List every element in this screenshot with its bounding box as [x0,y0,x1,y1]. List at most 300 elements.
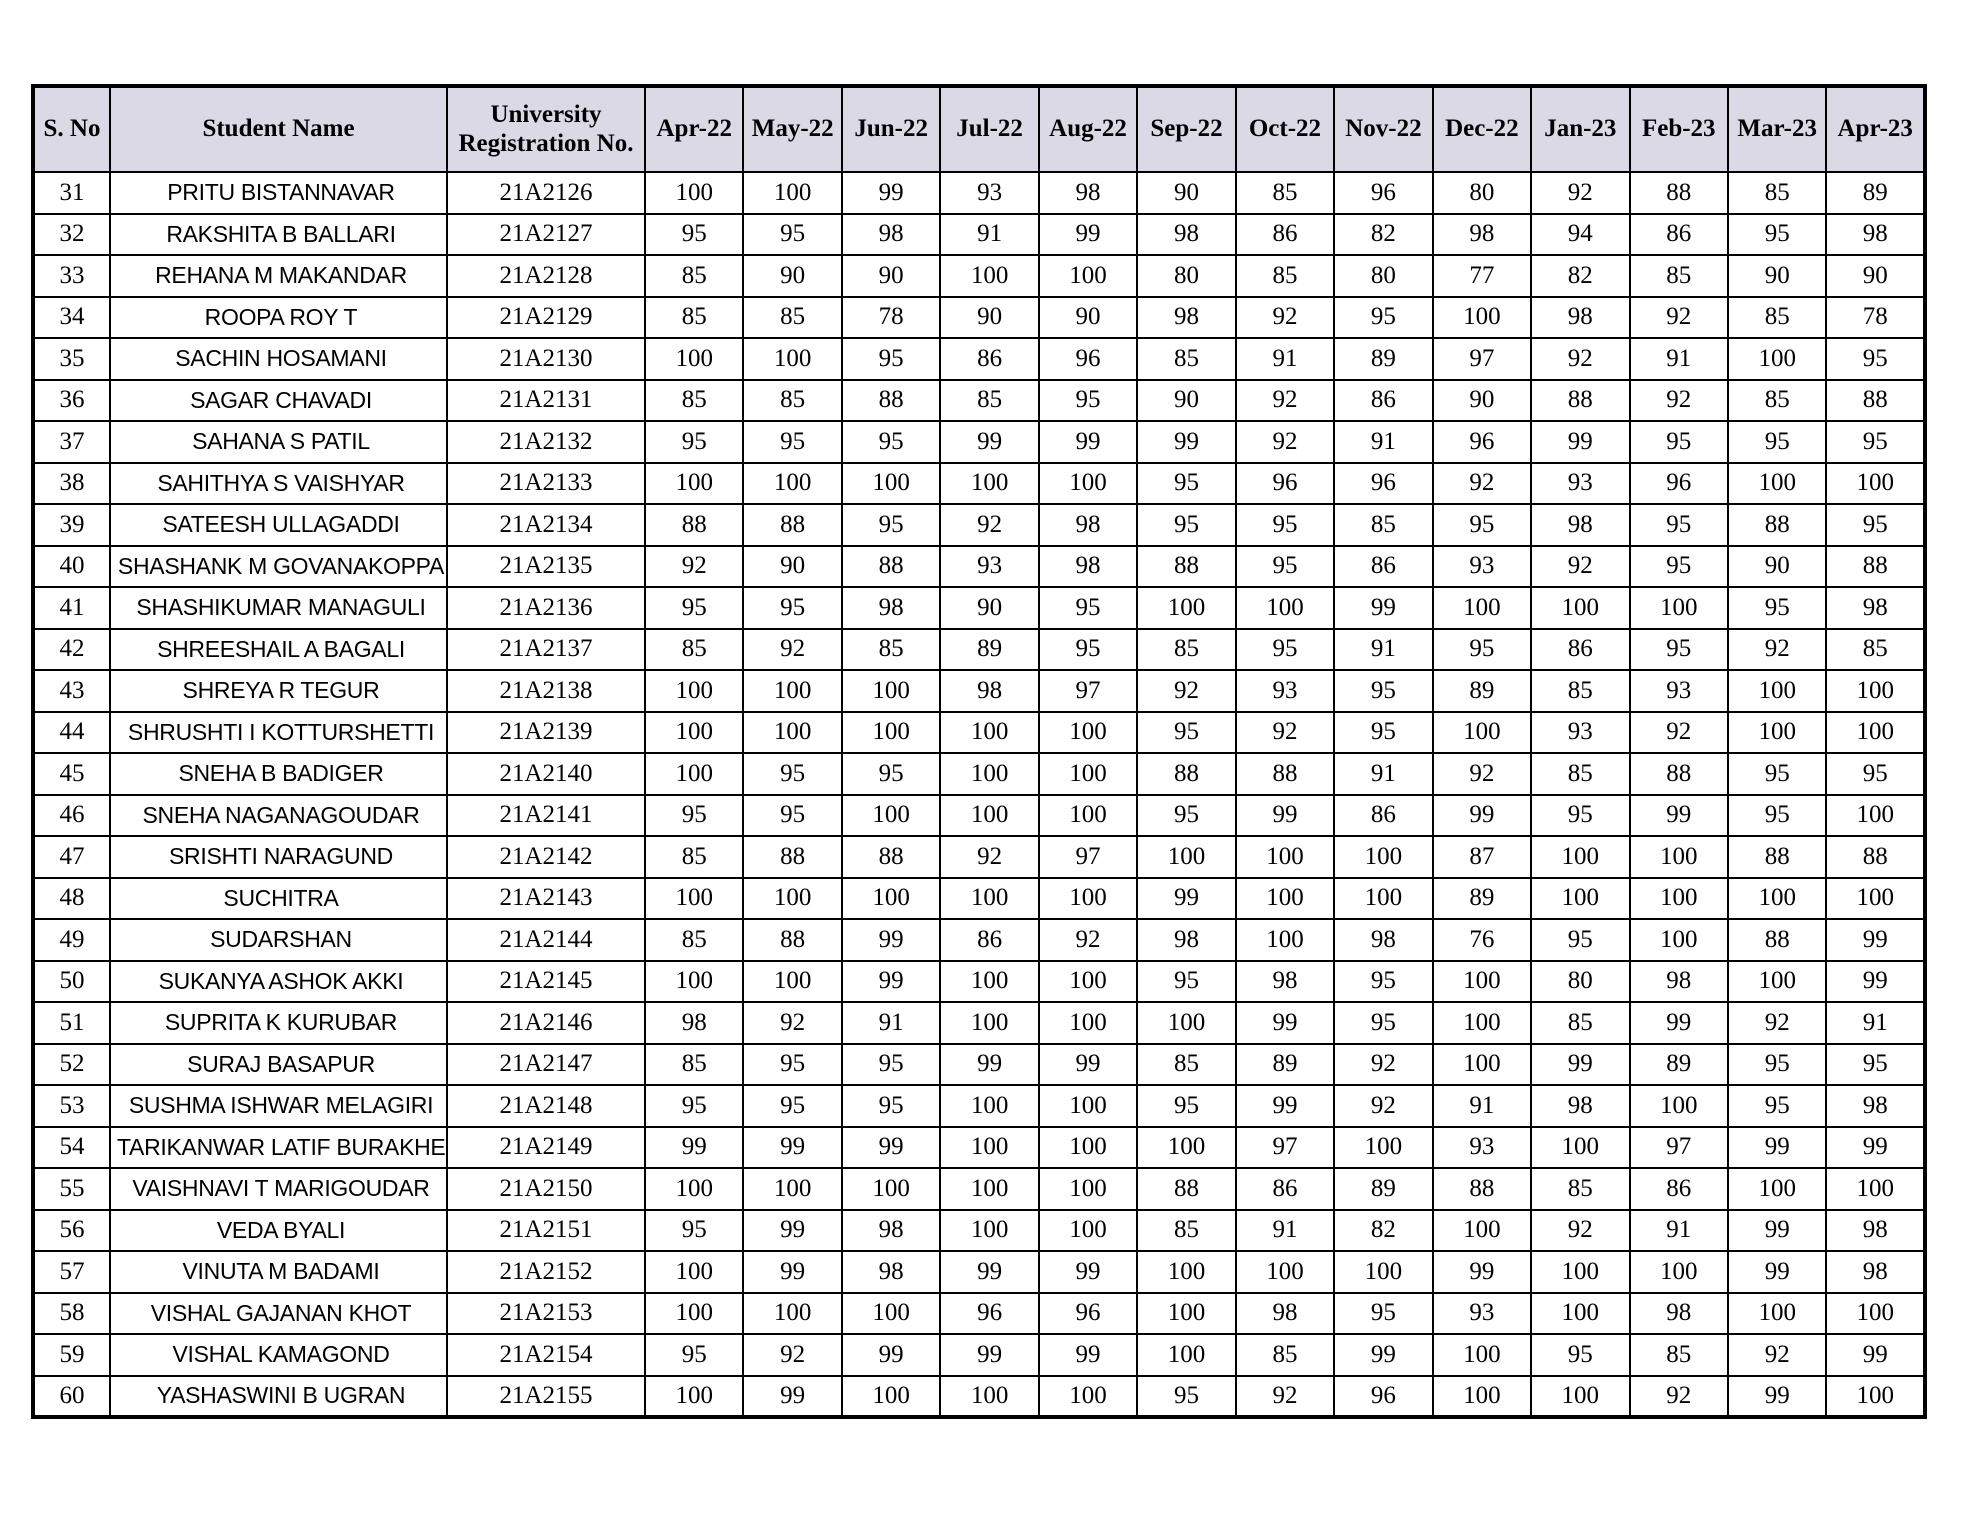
serial-no-cell: 57 [33,1251,110,1293]
attendance-value-cell: 100 [645,1168,743,1210]
attendance-value-cell: 86 [1334,546,1432,588]
attendance-value-cell: 100 [743,463,841,505]
attendance-value-cell: 95 [1236,504,1334,546]
attendance-value-cell: 95 [1236,546,1334,588]
attendance-value-cell: 76 [1433,919,1531,961]
attendance-value-cell: 88 [1728,504,1826,546]
student-name-cell: SAHANA S PATIL [110,421,447,463]
registration-no-cell: 21A2144 [447,919,645,961]
attendance-value-cell: 100 [1630,1085,1728,1127]
attendance-value-cell: 95 [1826,338,1925,380]
attendance-value-cell: 98 [645,1002,743,1044]
attendance-value-cell: 100 [1531,1293,1629,1335]
student-name-cell: SURAJ BASAPUR [110,1044,447,1086]
attendance-value-cell: 100 [1826,712,1925,754]
attendance-value-cell: 85 [1826,629,1925,671]
attendance-value-cell: 92 [1236,380,1334,422]
attendance-value-cell: 100 [1236,919,1334,961]
attendance-value-cell: 77 [1433,255,1531,297]
attendance-value-cell: 91 [1334,753,1432,795]
student-name-cell: SACHIN HOSAMANI [110,338,447,380]
attendance-value-cell: 100 [1039,712,1137,754]
attendance-value-cell: 99 [1630,795,1728,837]
serial-no-cell: 41 [33,587,110,629]
attendance-value-cell: 88 [1826,836,1925,878]
attendance-value-cell: 100 [1334,1251,1432,1293]
attendance-value-cell: 100 [1137,587,1235,629]
month-column-header: Dec-22 [1433,86,1531,172]
student-row [33,1293,1925,1335]
attendance-value-cell: 100 [1826,463,1925,505]
month-column-header: Nov-22 [1334,86,1432,172]
student-name-cell: ROOPA ROY T [110,297,447,339]
attendance-value-cell: 88 [1137,546,1235,588]
attendance-value-cell: 85 [1236,255,1334,297]
attendance-value-cell: 90 [842,255,940,297]
attendance-value-cell: 95 [1531,919,1629,961]
attendance-value-cell: 100 [842,463,940,505]
month-column-header: Sep-22 [1137,86,1235,172]
attendance-value-cell: 100 [1236,1251,1334,1293]
student-row [33,629,1925,671]
attendance-value-cell: 100 [1630,919,1728,961]
registration-no-cell: 21A2135 [447,546,645,588]
attendance-value-cell: 88 [645,504,743,546]
attendance-value-cell: 99 [1531,421,1629,463]
registration-no-cell: 21A2131 [447,380,645,422]
attendance-value-cell: 95 [842,753,940,795]
attendance-value-cell: 98 [1531,1085,1629,1127]
attendance-value-cell: 90 [743,546,841,588]
month-column-header: Apr-23 [1826,86,1925,172]
attendance-value-cell: 86 [1334,380,1432,422]
attendance-value-cell: 85 [1137,338,1235,380]
attendance-value-cell: 99 [743,1210,841,1252]
attendance-value-cell: 98 [1630,961,1728,1003]
attendance-value-cell: 85 [1137,1210,1235,1252]
serial-no-cell: 45 [33,753,110,795]
attendance-value-cell: 91 [1334,421,1432,463]
header-row [33,86,1925,172]
attendance-value-cell: 95 [1433,504,1531,546]
attendance-value-cell: 100 [1236,878,1334,920]
attendance-value-cell: 95 [1728,753,1826,795]
attendance-value-cell: 100 [1433,297,1531,339]
student-name-cell: SUPRITA K KURUBAR [110,1002,447,1044]
attendance-value-cell: 99 [1137,878,1235,920]
attendance-value-cell: 93 [940,546,1038,588]
attendance-value-cell: 98 [1433,214,1531,256]
attendance-value-cell: 95 [1137,504,1235,546]
attendance-value-cell: 88 [743,919,841,961]
registration-no-cell: 21A2155 [447,1376,645,1418]
attendance-value-cell: 89 [940,629,1038,671]
attendance-value-cell: 92 [1630,297,1728,339]
attendance-value-cell: 90 [1826,255,1925,297]
serial-no-cell: 52 [33,1044,110,1086]
attendance-value-cell: 100 [1236,587,1334,629]
registration-no-cell: 21A2129 [447,297,645,339]
registration-no-cell: 21A2150 [447,1168,645,1210]
attendance-value-cell: 96 [1630,463,1728,505]
attendance-value-cell: 85 [743,297,841,339]
attendance-value-cell: 100 [1137,836,1235,878]
serial-no-cell: 44 [33,712,110,754]
attendance-value-cell: 89 [1236,1044,1334,1086]
student-row [33,1002,1925,1044]
attendance-value-cell: 96 [1433,421,1531,463]
attendance-value-cell: 85 [645,1044,743,1086]
student-row [33,214,1925,256]
student-row [33,297,1925,339]
attendance-value-cell: 88 [1826,380,1925,422]
attendance-value-cell: 99 [1728,1127,1826,1169]
attendance-value-cell: 89 [1334,338,1432,380]
month-column-header: Jul-22 [940,86,1038,172]
month-column-header: Feb-23 [1630,86,1728,172]
attendance-value-cell: 99 [1334,1334,1432,1376]
attendance-value-cell: 86 [940,919,1038,961]
attendance-value-cell: 95 [1137,463,1235,505]
attendance-value-cell: 92 [1630,712,1728,754]
student-row [33,753,1925,795]
attendance-value-cell: 100 [1039,753,1137,795]
attendance-value-cell: 92 [1236,421,1334,463]
attendance-value-cell: 86 [1236,214,1334,256]
attendance-value-cell: 100 [1630,1251,1728,1293]
registration-no-cell: 21A2147 [447,1044,645,1086]
attendance-value-cell: 99 [1039,1044,1137,1086]
attendance-value-cell: 92 [1334,1085,1432,1127]
attendance-value-cell: 92 [1531,172,1629,214]
attendance-value-cell: 95 [1826,753,1925,795]
attendance-value-cell: 90 [1039,297,1137,339]
attendance-value-cell: 95 [645,214,743,256]
attendance-value-cell: 92 [940,504,1038,546]
attendance-value-cell: 100 [940,753,1038,795]
attendance-value-cell: 95 [842,1085,940,1127]
student-row [33,1210,1925,1252]
attendance-value-cell: 95 [1334,1002,1432,1044]
attendance-value-cell: 99 [1728,1376,1826,1418]
attendance-value-cell: 99 [1531,1044,1629,1086]
registration-no-cell: 21A2136 [447,587,645,629]
student-name-cell: SAHITHYA S VAISHYAR [110,463,447,505]
attendance-value-cell: 96 [940,1293,1038,1335]
attendance-value-cell: 95 [645,421,743,463]
attendance-value-cell: 100 [1531,1376,1629,1418]
serial-no-cell: 43 [33,670,110,712]
attendance-value-cell: 88 [1433,1168,1531,1210]
attendance-value-cell: 100 [1826,795,1925,837]
serial-no-cell: 53 [33,1085,110,1127]
attendance-value-cell: 98 [1236,961,1334,1003]
attendance-value-cell: 99 [1039,214,1137,256]
attendance-value-cell: 92 [1630,1376,1728,1418]
student-row [33,919,1925,961]
attendance-value-cell: 100 [842,1376,940,1418]
attendance-value-cell: 95 [743,421,841,463]
attendance-value-cell: 95 [743,1044,841,1086]
student-row [33,1168,1925,1210]
attendance-value-cell: 100 [645,338,743,380]
attendance-value-cell: 92 [1630,380,1728,422]
student-name-cell: SHASHANK M GOVANAKOPPA [110,546,447,588]
attendance-value-cell: 93 [1236,670,1334,712]
attendance-value-cell: 95 [1433,629,1531,671]
student-name-cell: SNEHA NAGANAGOUDAR [110,795,447,837]
student-name-cell: SNEHA B BADIGER [110,753,447,795]
attendance-value-cell: 98 [842,1251,940,1293]
attendance-value-cell: 99 [1236,1085,1334,1127]
student-name-cell: SUKANYA ASHOK AKKI [110,961,447,1003]
student-name-cell: SHREYA R TEGUR [110,670,447,712]
attendance-value-cell: 100 [645,1251,743,1293]
attendance-value-cell: 98 [1334,919,1432,961]
student-name-cell: SUCHITRA [110,878,447,920]
registration-no-cell: 21A2142 [447,836,645,878]
attendance-value-cell: 96 [1334,172,1432,214]
attendance-value-cell: 95 [842,1044,940,1086]
attendance-value-cell: 100 [1728,712,1826,754]
registration-no-cell: 21A2139 [447,712,645,754]
attendance-value-cell: 99 [1728,1210,1826,1252]
attendance-value-cell: 100 [1039,961,1137,1003]
attendance-value-cell: 100 [1531,1251,1629,1293]
attendance-value-cell: 92 [1433,753,1531,795]
serial-no-cell: 59 [33,1334,110,1376]
attendance-value-cell: 95 [1826,1044,1925,1086]
attendance-value-cell: 95 [1728,1044,1826,1086]
student-name-cell: SHREESHAIL A BAGALI [110,629,447,671]
attendance-value-cell: 100 [940,1168,1038,1210]
attendance-value-cell: 100 [1728,1293,1826,1335]
attendance-value-cell: 100 [645,172,743,214]
attendance-value-cell: 91 [1433,1085,1531,1127]
attendance-value-cell: 99 [743,1251,841,1293]
attendance-value-cell: 95 [1630,421,1728,463]
attendance-value-cell: 86 [1236,1168,1334,1210]
attendance-value-cell: 100 [1039,878,1137,920]
attendance-value-cell: 85 [1531,1168,1629,1210]
month-column-header: Oct-22 [1236,86,1334,172]
attendance-value-cell: 100 [1137,1293,1235,1335]
attendance-value-cell: 88 [842,546,940,588]
student-row [33,795,1925,837]
student-name-cell: RAKSHITA B BALLARI [110,214,447,256]
attendance-value-cell: 100 [645,753,743,795]
registration-no-cell: 21A2148 [447,1085,645,1127]
student-row [33,878,1925,920]
attendance-value-cell: 92 [1531,338,1629,380]
attendance-value-cell: 88 [1236,753,1334,795]
attendance-value-cell: 88 [743,504,841,546]
student-row [33,172,1925,214]
student-row [33,836,1925,878]
attendance-value-cell: 80 [1531,961,1629,1003]
attendance-value-cell: 96 [1334,1376,1432,1418]
attendance-value-cell: 92 [743,1334,841,1376]
serial-no-cell: 50 [33,961,110,1003]
attendance-value-cell: 88 [1630,753,1728,795]
attendance-value-cell: 99 [1826,961,1925,1003]
attendance-value-cell: 80 [1433,172,1531,214]
attendance-value-cell: 95 [1728,795,1826,837]
attendance-value-cell: 95 [842,421,940,463]
attendance-value-cell: 100 [1039,1085,1137,1127]
attendance-value-cell: 85 [743,380,841,422]
attendance-value-cell: 91 [1236,1210,1334,1252]
attendance-value-cell: 88 [1728,919,1826,961]
serial-no-cell: 35 [33,338,110,380]
attendance-value-cell: 95 [645,1210,743,1252]
attendance-value-cell: 98 [1826,1210,1925,1252]
attendance-value-cell: 95 [1137,961,1235,1003]
attendance-value-cell: 91 [1334,629,1432,671]
month-column-header: Jun-22 [842,86,940,172]
attendance-value-cell: 97 [1039,836,1137,878]
registration-no-cell: 21A2137 [447,629,645,671]
attendance-value-cell: 85 [1531,753,1629,795]
attendance-value-cell: 96 [1334,463,1432,505]
attendance-value-cell: 85 [1728,297,1826,339]
serial-no-cell: 56 [33,1210,110,1252]
attendance-value-cell: 100 [940,1210,1038,1252]
attendance-value-cell: 88 [1137,753,1235,795]
attendance-value-cell: 100 [940,1127,1038,1169]
attendance-value-cell: 88 [1728,836,1826,878]
attendance-value-cell: 98 [1531,504,1629,546]
serial-no-cell: 36 [33,380,110,422]
attendance-value-cell: 93 [1433,546,1531,588]
registration-no-cell: 21A2130 [447,338,645,380]
attendance-value-cell: 95 [1137,1376,1235,1418]
attendance-value-cell: 100 [1137,1251,1235,1293]
registration-no-cell: 21A2132 [447,421,645,463]
attendance-value-cell: 100 [1039,1210,1137,1252]
attendance-value-cell: 96 [1236,463,1334,505]
attendance-value-cell: 100 [1630,836,1728,878]
serial-no-cell: 39 [33,504,110,546]
attendance-value-cell: 99 [842,172,940,214]
serial-no-cell: 32 [33,214,110,256]
attendance-value-cell: 100 [940,961,1038,1003]
attendance-value-cell: 100 [1531,587,1629,629]
attendance-value-cell: 90 [940,587,1038,629]
attendance-value-cell: 92 [1137,670,1235,712]
attendance-value-cell: 100 [1039,1127,1137,1169]
attendance-value-cell: 86 [1531,629,1629,671]
attendance-value-cell: 100 [645,712,743,754]
attendance-value-cell: 99 [1433,795,1531,837]
student-name-cell: SRISHTI NARAGUND [110,836,447,878]
attendance-value-cell: 100 [645,878,743,920]
attendance-value-cell: 88 [1531,380,1629,422]
attendance-value-cell: 95 [743,214,841,256]
attendance-value-cell: 100 [1137,1002,1235,1044]
serial-no-cell: 60 [33,1376,110,1418]
student-name-column-header: Student Name [110,86,447,172]
attendance-value-cell: 95 [1137,1085,1235,1127]
student-name-cell: SUSHMA ISHWAR MELAGIRI [110,1085,447,1127]
attendance-value-cell: 95 [1826,421,1925,463]
attendance-value-cell: 85 [1236,1334,1334,1376]
registration-no-cell: 21A2153 [447,1293,645,1335]
attendance-value-cell: 99 [1039,1251,1137,1293]
student-name-cell: SHRUSHTI I KOTTURSHETTI [110,712,447,754]
student-row [33,587,1925,629]
student-name-cell: TARIKANWAR LATIF BURAKHE [110,1127,447,1169]
attendance-value-cell: 100 [743,670,841,712]
attendance-value-cell: 98 [1137,297,1235,339]
attendance-value-cell: 85 [1728,172,1826,214]
attendance-value-cell: 100 [1433,712,1531,754]
attendance-value-cell: 92 [1236,1376,1334,1418]
attendance-value-cell: 85 [1236,172,1334,214]
attendance-value-cell: 85 [645,297,743,339]
attendance-value-cell: 92 [1039,919,1137,961]
attendance-value-cell: 95 [645,1334,743,1376]
attendance-value-cell: 99 [1039,1334,1137,1376]
attendance-value-cell: 92 [940,836,1038,878]
student-row [33,670,1925,712]
attendance-value-cell: 99 [1728,1251,1826,1293]
student-name-cell: VEDA BYALI [110,1210,447,1252]
attendance-value-cell: 95 [1728,587,1826,629]
attendance-value-cell: 98 [1630,1293,1728,1335]
attendance-value-cell: 98 [1137,919,1235,961]
attendance-value-cell: 93 [1531,463,1629,505]
attendance-value-cell: 100 [1826,1293,1925,1335]
attendance-value-cell: 90 [1137,380,1235,422]
attendance-table [31,84,1927,1419]
attendance-value-cell: 91 [1826,1002,1925,1044]
attendance-value-cell: 98 [940,670,1038,712]
attendance-value-cell: 89 [1334,1168,1432,1210]
attendance-value-cell: 100 [1039,1168,1137,1210]
attendance-value-cell: 100 [842,878,940,920]
attendance-value-cell: 100 [1039,463,1137,505]
attendance-value-cell: 99 [842,1127,940,1169]
attendance-value-cell: 99 [743,1376,841,1418]
attendance-value-cell: 90 [1137,172,1235,214]
attendance-value-cell: 100 [940,255,1038,297]
attendance-value-cell: 100 [1236,836,1334,878]
attendance-value-cell: 85 [645,255,743,297]
student-name-cell: PRITU BISTANNAVAR [110,172,447,214]
student-name-cell: SHASHIKUMAR MANAGULI [110,587,447,629]
student-row [33,463,1925,505]
attendance-value-cell: 100 [1531,878,1629,920]
registration-no-cell: 21A2146 [447,1002,645,1044]
attendance-value-cell: 100 [1433,1002,1531,1044]
attendance-value-cell: 98 [842,214,940,256]
attendance-value-cell: 100 [1531,836,1629,878]
attendance-value-cell: 100 [940,795,1038,837]
registration-no-cell: 21A2134 [447,504,645,546]
attendance-value-cell: 92 [743,1002,841,1044]
attendance-value-cell: 98 [1039,504,1137,546]
attendance-value-cell: 91 [842,1002,940,1044]
student-row [33,1376,1925,1418]
attendance-value-cell: 100 [842,1168,940,1210]
registration-no-cell: 21A2133 [447,463,645,505]
registration-no-cell: 21A2151 [447,1210,645,1252]
serial-no-cell: 58 [33,1293,110,1335]
attendance-value-cell: 99 [1826,919,1925,961]
attendance-value-cell: 100 [842,795,940,837]
attendance-value-cell: 99 [842,919,940,961]
